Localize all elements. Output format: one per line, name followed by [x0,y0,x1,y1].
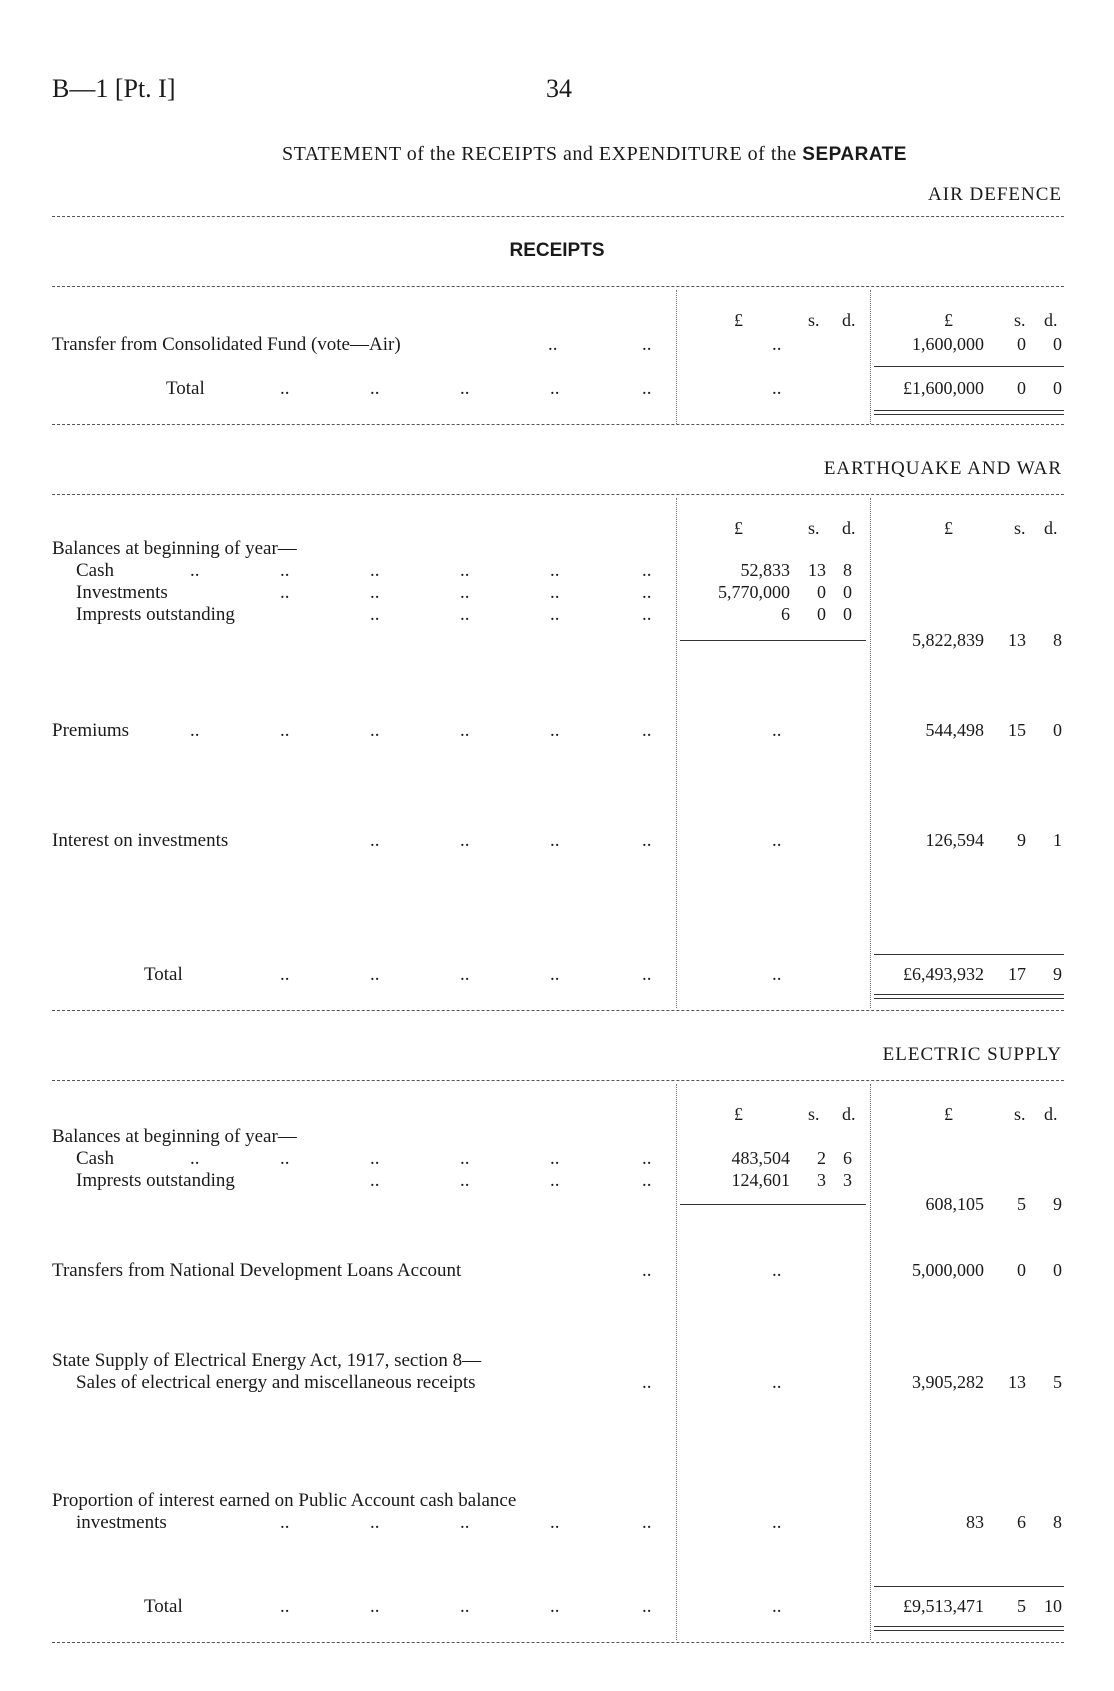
balance-pence: 0 [843,582,852,602]
leader-dots: .. [642,560,652,581]
receipts-heading: RECEIPTS [509,240,605,261]
leader-dots: .. [642,1512,652,1533]
leader-dots: .. [642,1596,652,1617]
leader-dots: .. [370,560,380,581]
balance-pence: 3 [843,1170,852,1190]
leader-dots: .. [460,1170,470,1191]
divider [52,1080,1064,1081]
balance-shillings: 0 [817,604,826,624]
leader-dots: .. [370,1512,380,1533]
leader-dots: .. [190,1148,200,1169]
amount-pence: 0 [1053,334,1062,354]
total-pence: 10 [1044,1596,1062,1616]
amount-pence: 5 [1053,1372,1062,1392]
balance-pence: 6 [843,1148,852,1168]
shillings-header: s. [808,310,820,330]
amount-pence: 8 [1053,1512,1062,1532]
section-title-air-defence: AIR DEFENCE [928,184,1062,205]
amount-shillings: 6 [1017,1512,1026,1532]
statement-title-text: STATEMENT of the RECEIPTS and EXPENDITURE of the [282,143,797,165]
leader-dots: .. [550,1170,560,1191]
double-rule [874,414,1064,415]
total-pence: 9 [1053,964,1062,984]
leader-dots: .. [550,1596,560,1617]
divider [52,1642,1064,1643]
leader-dots: .. [642,1170,652,1191]
amount-shillings: 0 [1017,1260,1026,1280]
leader-dots: .. [280,1148,290,1169]
page-reference: B—1 [Pt. I] [52,74,176,103]
inner-column-dots: .. [772,720,782,741]
total-label: Total [144,1596,183,1617]
section-title-earthquake: EARTHQUAKE AND WAR [823,458,1062,479]
balances-label: Balances at beginning of year— [52,538,297,559]
inner-column-dots: .. [772,830,782,851]
inner-column-dots: .. [772,964,782,985]
total-shillings: 5 [1017,1596,1026,1616]
pound-header: £ [944,1104,953,1124]
balance-pounds: 5,770,000 [718,582,790,602]
pence-header: d. [842,518,856,538]
leader-dots: .. [548,334,558,355]
leader-dots: .. [190,560,200,581]
inner-column-dots: .. [772,1596,782,1617]
leader-dots: .. [550,582,560,603]
balance-item-label: Cash [76,1148,114,1169]
balance-pence: 8 [843,560,852,580]
amount-pounds: 5,000,000 [912,1260,984,1280]
total-shillings: 0 [1017,378,1026,398]
double-rule [874,1630,1064,1631]
amount-shillings: 13 [1008,1372,1026,1392]
leader-dots: .. [460,1596,470,1617]
balance-pounds: 124,601 [731,1170,790,1190]
leader-dots: .. [370,1148,380,1169]
leader-dots: .. [280,964,290,985]
leader-dots: .. [550,964,560,985]
rule [874,1586,1064,1587]
shillings-header: s. [1014,1104,1026,1124]
page-number: 34 [546,74,572,103]
column-rule [870,290,871,424]
total-pence: 0 [1053,378,1062,398]
divider [52,424,1064,425]
pound-header: £ [734,1104,743,1124]
leader-dots: .. [460,604,470,625]
leader-dots: .. [550,604,560,625]
column-rule [676,1084,677,1640]
amount-shillings: 9 [1017,830,1026,850]
amount-pence: 0 [1053,1260,1062,1280]
leader-dots: .. [280,560,290,581]
leader-dots: .. [370,964,380,985]
column-rule [870,1084,871,1640]
column-rule [676,290,677,424]
divider [52,1010,1064,1011]
row-label: Proportion of interest earned on Public Account cash balance [52,1490,517,1511]
leader-dots: .. [642,604,652,625]
balance-item-label: Imprests outstanding [76,1170,235,1191]
leader-dots: .. [280,1596,290,1617]
balance-shillings: 13 [808,560,826,580]
balances-total-pence: 9 [1053,1194,1062,1214]
leader-dots: .. [460,378,470,399]
leader-dots: .. [370,1596,380,1617]
leader-dots: .. [460,720,470,741]
balance-item-label: Imprests outstanding [76,604,235,625]
balance-pence: 0 [843,604,852,624]
leader-dots: .. [370,378,380,399]
balances-total-shillings: 5 [1017,1194,1026,1214]
leader-dots: .. [550,378,560,399]
amount-pounds: 83 [966,1512,984,1532]
double-rule [874,410,1064,411]
leader-dots: .. [642,582,652,603]
leader-dots: .. [642,1148,652,1169]
leader-dots: .. [280,378,290,399]
shillings-header: s. [1014,310,1026,330]
leader-dots: .. [642,964,652,985]
amount-pence: 0 [1053,720,1062,740]
leader-dots: .. [280,720,290,741]
rule [874,366,1064,367]
leader-dots: .. [550,1512,560,1533]
pence-header: d. [842,1104,856,1124]
divider [52,216,1064,217]
balance-pounds: 483,504 [731,1148,790,1168]
balance-shillings: 0 [817,582,826,602]
pence-header: d. [1044,310,1058,330]
pence-header: d. [1044,518,1058,538]
amount-shillings: 0 [1017,334,1026,354]
rule [680,1204,866,1205]
statement-title-bold: SEPARATE [802,144,907,165]
leader-dots: .. [370,720,380,741]
leader-dots: .. [642,378,652,399]
leader-dots: .. [642,334,652,355]
leader-dots: .. [460,830,470,851]
inner-column-dots: .. [772,378,782,399]
total-pounds: £9,513,471 [903,1596,984,1616]
leader-dots: .. [642,720,652,741]
amount-pounds: 544,498 [925,720,984,740]
section-title-electric: ELECTRIC SUPPLY [882,1044,1062,1065]
balance-item-label: Cash [76,560,114,581]
pound-header: £ [734,310,743,330]
pence-header: d. [1044,1104,1058,1124]
divider [52,494,1064,495]
total-pounds: £6,493,932 [903,964,984,984]
row-label-continued: Sales of electrical energy and miscellaneous receipts [76,1372,476,1393]
amount-pounds: 3,905,282 [912,1372,984,1392]
row-label: Transfer from Consolidated Fund (vote—Air) [52,334,401,355]
balance-shillings: 2 [817,1148,826,1168]
inner-column-dots: .. [772,1260,782,1281]
leader-dots: .. [642,1372,652,1393]
shillings-header: s. [808,1104,820,1124]
balances-label: Balances at beginning of year— [52,1126,297,1147]
balances-total-pounds: 5,822,839 [912,630,984,650]
double-rule [874,1626,1064,1627]
pence-header: d. [842,310,856,330]
total-pounds: £1,600,000 [903,378,984,398]
balance-shillings: 3 [817,1170,826,1190]
double-rule [874,998,1064,999]
total-label: Total [166,378,205,399]
shillings-header: s. [1014,518,1026,538]
amount-pounds: 126,594 [925,830,984,850]
leader-dots: .. [190,720,200,741]
pound-header: £ [734,518,743,538]
leader-dots: .. [460,1148,470,1169]
row-label-continued: investments [76,1512,167,1533]
leader-dots: .. [370,1170,380,1191]
leader-dots: .. [370,604,380,625]
leader-dots: .. [642,830,652,851]
leader-dots: .. [550,830,560,851]
balances-total-shillings: 13 [1008,630,1026,650]
double-rule [874,994,1064,995]
row-label: State Supply of Electrical Energy Act, 1917, section 8— [52,1350,482,1371]
inner-column-dots: .. [772,1372,782,1393]
leader-dots: .. [280,582,290,603]
pound-header: £ [944,310,953,330]
leader-dots: .. [280,1512,290,1533]
shillings-header: s. [808,518,820,538]
row-label: Premiums [52,720,130,741]
balance-pounds: 52,833 [740,560,790,580]
rule [680,640,866,641]
leader-dots: .. [550,1148,560,1169]
balance-item-label: Investments [76,582,168,603]
leader-dots: .. [460,560,470,581]
row-label: Transfers from National Development Loans Account [52,1260,462,1281]
amount-shillings: 15 [1008,720,1026,740]
leader-dots: .. [550,720,560,741]
leader-dots: .. [460,1512,470,1533]
inner-column-dots: .. [772,334,782,355]
balance-pounds: 6 [781,604,790,624]
total-label: Total [144,964,183,985]
leader-dots: .. [460,964,470,985]
balances-total-pence: 8 [1053,630,1062,650]
leader-dots: .. [460,582,470,603]
amount-pence: 1 [1053,830,1062,850]
inner-column-dots: .. [772,1512,782,1533]
column-rule [676,498,677,1008]
leader-dots: .. [370,830,380,851]
leader-dots: .. [370,582,380,603]
balances-total-pounds: 608,105 [925,1194,984,1214]
row-label: Interest on investments [52,830,229,851]
leader-dots: .. [550,560,560,581]
leader-dots: .. [642,1260,652,1281]
total-shillings: 17 [1008,964,1026,984]
rule [874,954,1064,955]
pound-header: £ [944,518,953,538]
statement-title [282,143,907,166]
amount-pounds: 1,600,000 [912,334,984,354]
column-rule [870,498,871,1008]
divider [52,286,1064,287]
